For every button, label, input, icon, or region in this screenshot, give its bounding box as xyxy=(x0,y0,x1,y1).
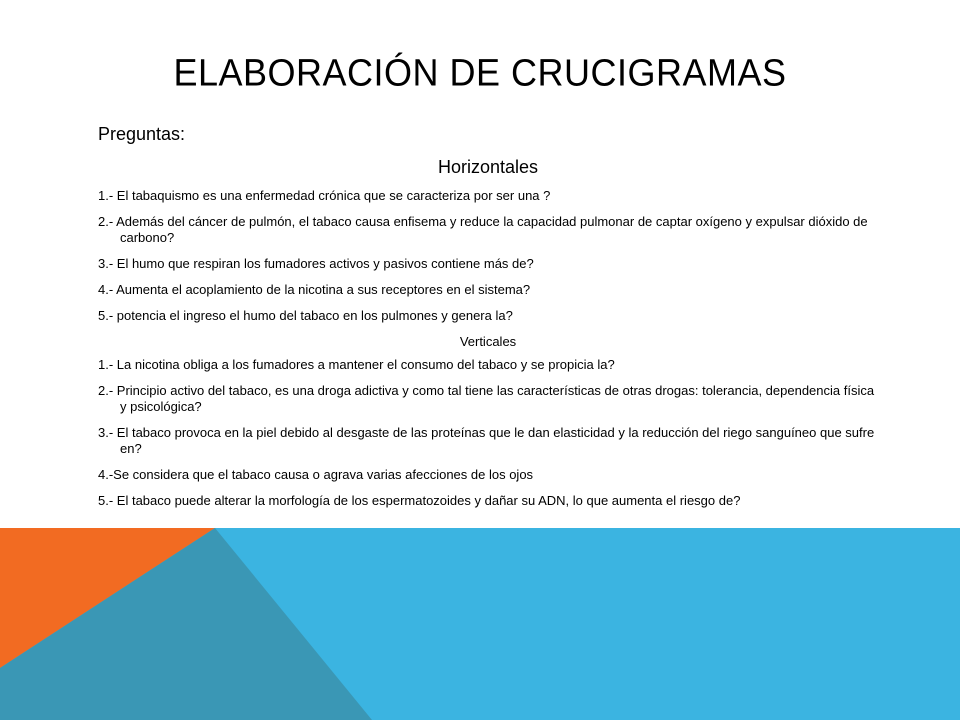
slide-content xyxy=(98,120,878,519)
horizontal-item: 3.- El humo que respiran los fumadores activos y pasivos contiene más de? xyxy=(98,256,534,271)
vertical-item: 3.- El tabaco provoca en la piel debido al desgaste de las proteínas que le dan elasticidad y la reducción del riego sanguíneo que sufre en? xyxy=(98,425,875,456)
horizontal-item: 4.- Aumenta el acoplamiento de la nicotina a sus receptores en el sistema? xyxy=(98,282,531,297)
vertical-item: 5.- El tabaco puede alterar la morfología de los espermatozoides y dañar su ADN, lo que aumenta el riesgo de? xyxy=(98,493,741,508)
vertical-item: 2.- Principio activo del tabaco, es una droga adictiva y como tal tiene las características de otras drogas: tolerancia, dependencia física y psicológica? xyxy=(98,383,875,414)
horizontal-heading: Horizontales xyxy=(437,157,539,177)
questions-label: Preguntas: xyxy=(98,124,186,144)
horizontal-item: 2.- Además del cáncer de pulmón, el tabaco causa enfisema y reduce la capacidad pulmonar de captar oxígeno y expulsar dióxido de carbono? xyxy=(98,214,868,245)
decorative-footer-shapes xyxy=(0,528,960,720)
vertical-item: 4.-Se considera que el tabaco causa o agrava varias afecciones de los ojos xyxy=(98,467,534,482)
vertical-item: 1.- La nicotina obliga a los fumadores a mantener el consumo del tabaco y se propicia la? xyxy=(98,357,615,372)
vertical-heading: Verticales xyxy=(459,334,517,349)
horizontal-item: 5.- potencia el ingreso el humo del tabaco en los pulmones y genera la? xyxy=(98,308,513,323)
slide-title: ELABORACIÓN DE CRUCIGRAMAS xyxy=(173,50,787,94)
horizontal-item: 1.- El tabaquismo es una enfermedad crónica que se caracteriza por ser una ? xyxy=(98,188,551,203)
